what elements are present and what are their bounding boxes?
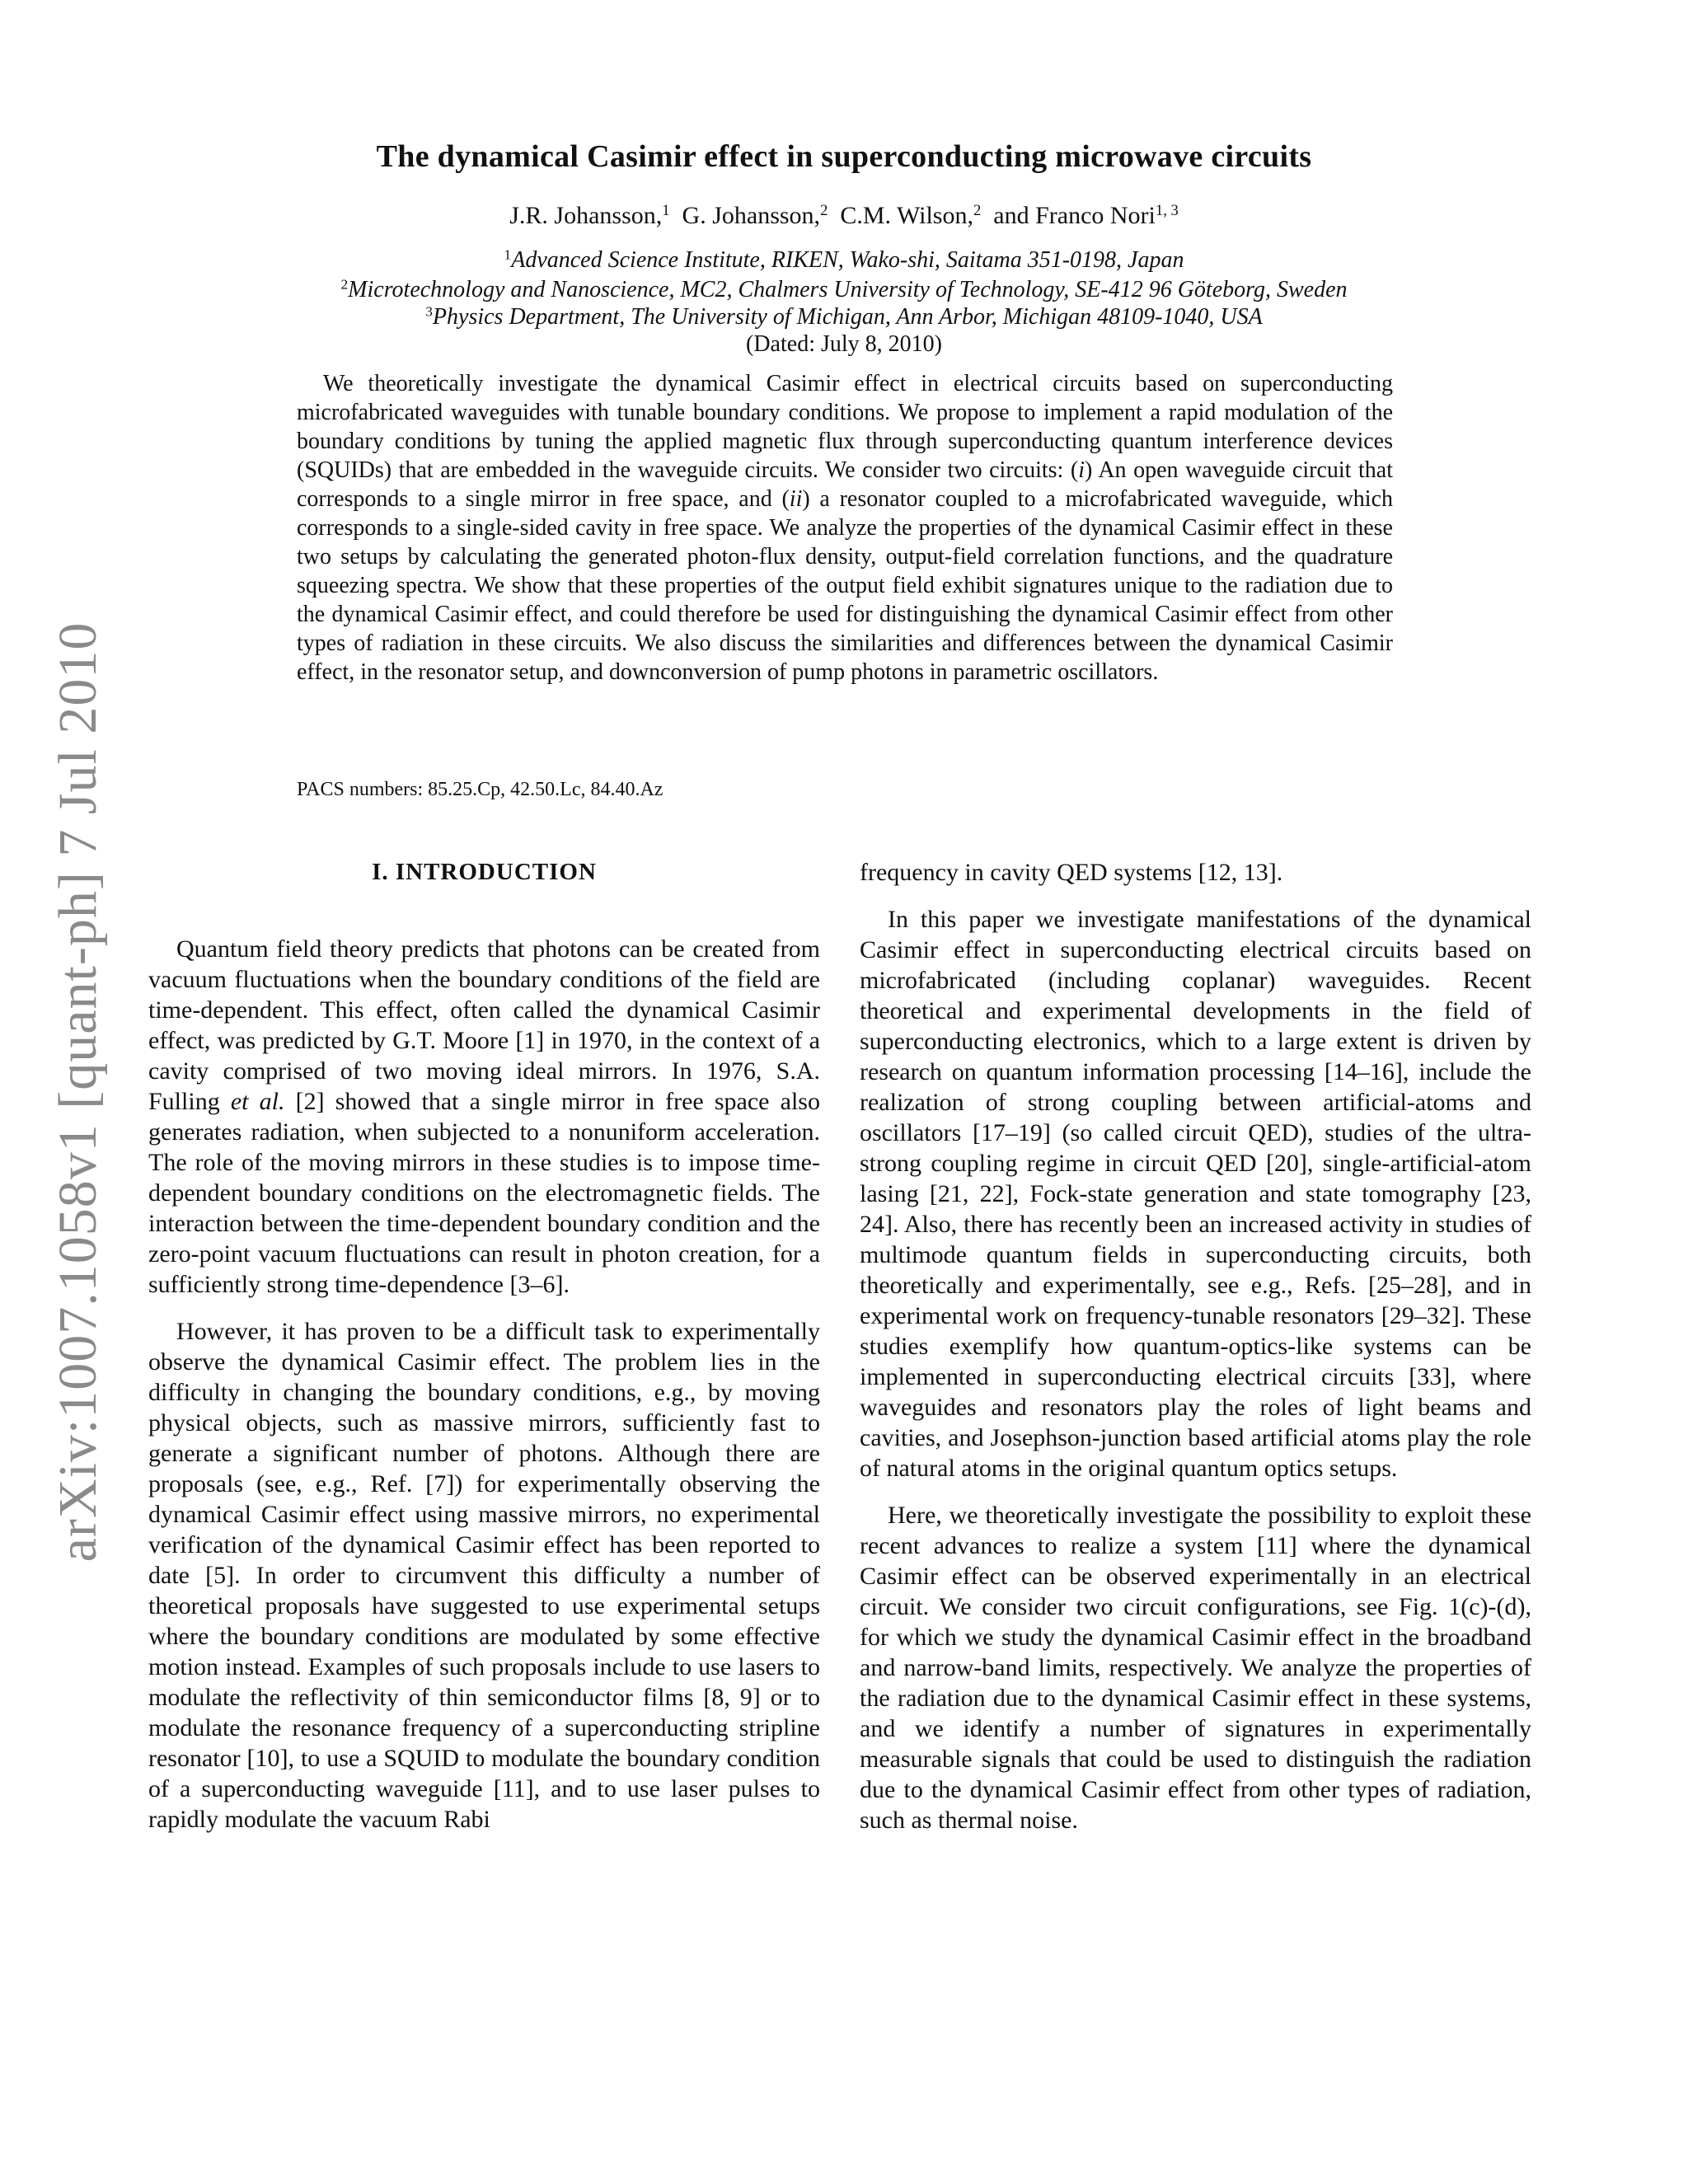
date-line: (Dated: July 8, 2010) (746, 331, 942, 357)
arxiv-id: arXiv:1007.1058v1 [quant-ph] 7 Jul 2010 (48, 621, 108, 1563)
section-heading: I. INTRODUCTION (372, 859, 597, 885)
author-name: G. Johansson, (682, 202, 821, 229)
paragraph: In this paper we investigate manifestations of the dynamical Casimir effect in superconducting electrical circuits based on microfabricated (including coplanar) waveguides. Recent theoretical and experimental developments in the field of superconducting electronics, which to a large extent is driven by research on quantum information processing [14–16], include the realization of strong coupling between artificial-atoms and oscillators [17–19] (so called circuit QED), studies of the ultra-strong coupling regime in circuit QED [20], single-artificial-atom lasing [21, 22], Fock-state generation and state tomography [23, 24]. Also, there has recently been an increased activity in studies of multimode quantum fields in superconducting circuits, both theoretically and experimentally, see e.g., Refs. [25–28], and in experimental work on frequency-tunable resonators [29–32]. These studies exemplify how quantum-optics-like systems can be implemented in superconducting electrical circuits [33], where waveguides and resonators play the roles of light beams and cavities, and Josephson-junction based artificial atoms play the role of natural atoms in the original quantum optics setups. (860, 906, 1531, 1482)
author-name: and Franco Nori (993, 202, 1156, 229)
author-affil-sup: 2 (820, 201, 828, 219)
paragraph: However, it has proven to be a difficult task to experimentally observe the dynamical Casimir effect. The problem lies in the difficulty in changing the boundary conditions, e.g., by moving physical objects, such as massive mirrors, sufficiently fast to generate a significant number of photons. Although there are proposals (see, e.g., Ref. [7]) for experimentally observing the dynamical Casimir effect using massive mirrors, no experimental verification of the dynamical Casimir effect has been reported to date [5]. In order to circumvent this difficulty a number of theoretical proposals have suggested to use experimental setups where the boundary conditions are modulated by some effective motion instead. Examples of such proposals include to use lasers to modulate the reflectivity of thin semiconductor films [8, 9] or to modulate the resonance frequency of a superconducting stripline resonator [10], to use a SQUID to modulate the boundary condition of a superconducting waveguide [11], and to use laser pulses to rapidly modulate the vacuum Rabi (148, 1318, 820, 1833)
paragraph-continuation: frequency in cavity QED systems [12, 13]. (860, 859, 1283, 886)
affiliation-sup: 2 (340, 276, 349, 293)
affiliation (0, 304, 1688, 330)
affiliation-text: Physics Department, The University of Michigan, Ann Arbor, Michigan 48109-1040, USA (432, 304, 1263, 330)
affiliation (0, 277, 1688, 303)
pacs-numbers: PACS numbers: 85.25.Cp, 42.50.Lc, 84.40.Az (297, 779, 663, 800)
affiliation-text: Advanced Science Institute, RIKEN, Wako-shi, Saitama 351-0198, Japan (511, 247, 1184, 273)
paragraph: Here, we theoretically investigate the possibility to exploit these recent advances to realize a system [11] where the dynamical Casimir effect can be observed experimentally in an electrical circuit. We consider two circuit configurations, see Fig. 1(c)-(d), for which we study the dynamical Casimir effect in the broadband and narrow-band limits, respectively. We analyze the properties of the radiation due to the dynamical Casimir effect in these systems, and we identify a number of signatures in experimentally measurable signals that could be used to distinguish the radiation due to the dynamical Casimir effect from other types of radiation, such as thermal noise. (860, 1502, 1531, 1834)
affiliation (0, 247, 1688, 274)
author-affil-sup: 2 (973, 201, 982, 219)
body-column-right (860, 857, 1531, 1852)
author-list (0, 202, 1688, 230)
author-name: C.M. Wilson, (840, 202, 973, 229)
paper-title: The dynamical Casimir effect in superconducting microwave circuits (376, 139, 1312, 174)
body-column-left (148, 857, 820, 1851)
author-affil-sup: 1 (662, 201, 670, 219)
author-name: J.R. Johansson, (509, 202, 663, 229)
abstract: We theoretically investigate the dynamical Casimir effect in electrical circuits based on superconducting microfabricated waveguides with tunable boundary conditions. We propose to implement a rapid modulation of the boundary conditions by tuning the applied magnetic flux through superconducting quantum interference devices (SQUIDs) that are embedded in the waveguide circuits. We consider two circuits: (i) An open waveguide circuit that corresponds to a single mirror in free space, and (ii) a resonator coupled to a microfabricated waveguide, which corresponds to a single-sided cavity in free space. We analyze the properties of the dynamical Casimir effect in these two setups by calculating the generated photon-flux density, output-field correlation functions, and the quadrature squeezing spectra. We show that these properties of the output field exhibit signatures unique to the radiation due to the dynamical Casimir effect, and could therefore be used for distinguishing the dynamical Casimir effect from other types of radiation in these circuits. We also discuss the similarities and differences between the dynamical Casimir effect, in the resonator setup, and downconversion of pump photons in parametric oscillators. (297, 371, 1393, 685)
affiliation-sup: 1 (504, 246, 512, 263)
paragraph: Quantum field theory predicts that photons can be created from vacuum fluctuations when the boundary conditions of the field are time-dependent. This effect, often called the dynamical Casimir effect, was predicted by G.T. Moore [1] in 1970, in the context of a cavity comprised of two moving ideal mirrors. In 1976, S.A. Fulling et al. [2] showed that a single mirror in free space also generates radiation, when subjected to a nonuniform acceleration. The role of the moving mirrors in these studies is to impose time-dependent boundary conditions on the electromagnetic fields. The interaction between the time-dependent boundary condition and the zero-point vacuum fluctuations can result in photon creation, for a sufficiently strong time-dependence [3–6]. (148, 935, 820, 1298)
author-affil-sup: 1, 3 (1155, 201, 1179, 219)
affiliation-sup: 3 (425, 303, 433, 320)
affiliation-text: Microtechnology and Nanoscience, MC2, Chalmers University of Technology, SE-412 96 Göteborg, Sweden (348, 277, 1348, 302)
